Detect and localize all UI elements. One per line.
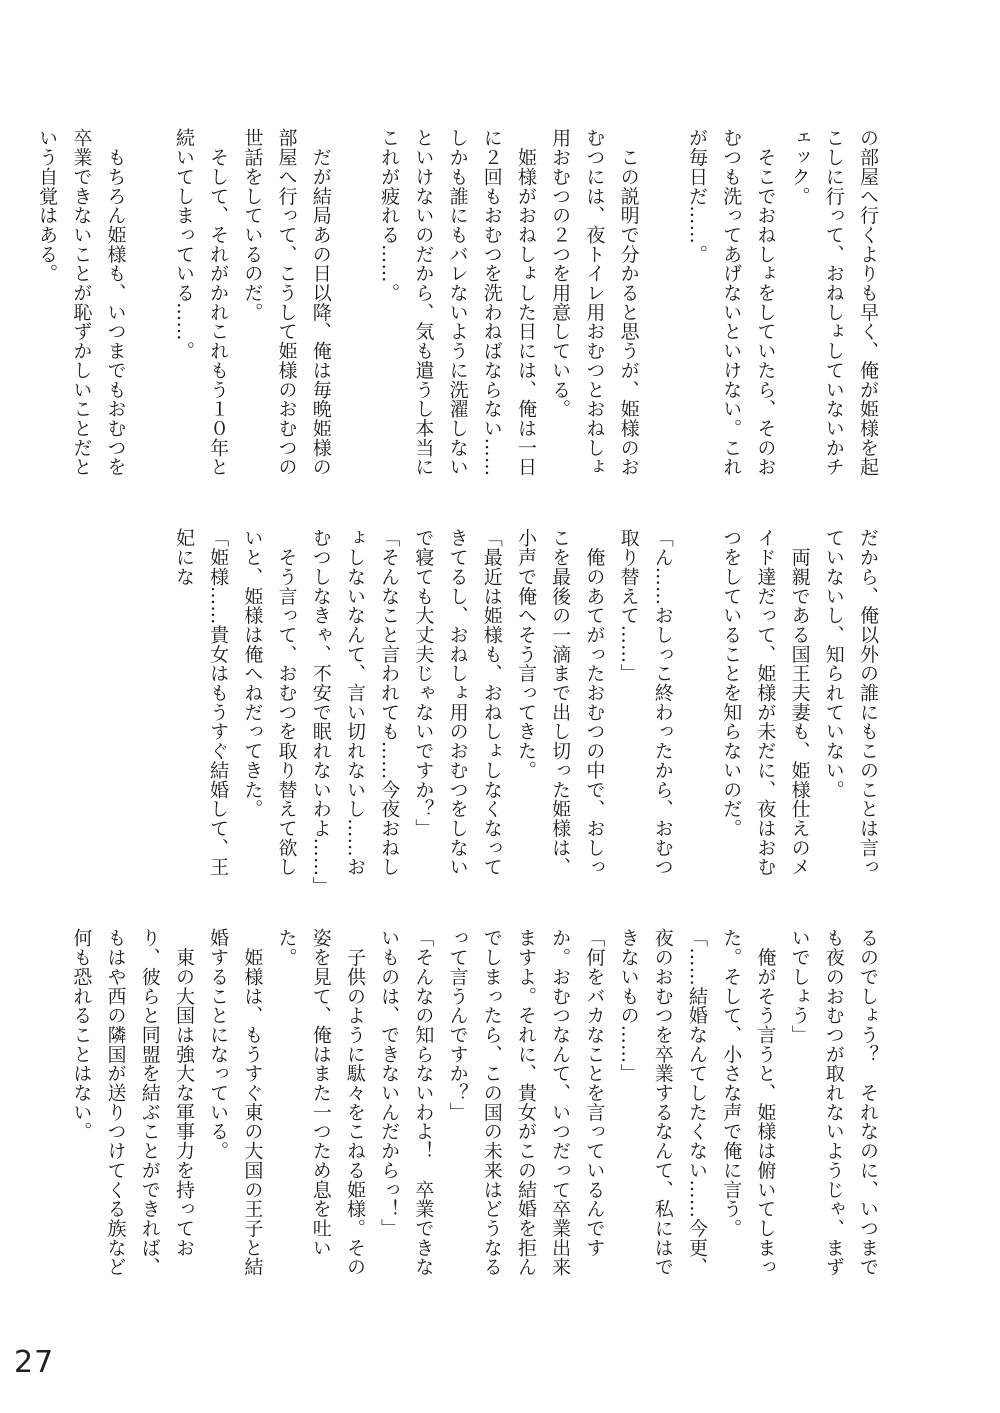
paragraph: 「ん……おしっこ終わったから、おむつ取り替えて……」 <box>617 528 674 877</box>
paragraph: 俺のあてがったおむつの中で、おしっこを最後の一滴まで出し切った姫様は、小声で俺へそう言ってきた。 <box>514 528 606 877</box>
paragraph: 姫様は、もうすぐ東の大国の王子と結婚することになっている。 <box>207 928 264 1277</box>
paragraph <box>680 528 714 888</box>
paragraph <box>646 128 680 488</box>
paragraph: 両親である国王夫妻も、姫様仕えのメイド達だって、姫様が未だに、夜はおむつをしていることを知らないのだ。 <box>720 528 811 877</box>
paragraph: この説明で分かると思うが、姫様のおむつには、夜トイレ用おむつとおねしょ用おむつの２つを用意している。 <box>549 128 640 477</box>
paragraph: もちろん姫様も、いつまでもおむつを卒業できないことが恥ずかしいことだという自覚はある。 <box>36 128 127 477</box>
paragraph: の部屋へ行くよりも早く、俺が姫様を起こしに行って、おねしょしていないかチェック。 <box>788 128 879 477</box>
paragraph: そう言って、おむつを取り替えて欲しいと、姫様は俺へねだってきた。 <box>241 528 298 877</box>
paragraph: そして、それがかれこれもう１０年と続いてしまっている……。 <box>172 128 230 477</box>
paragraph: 俺がそう言うと、姫様は俯いてしまった。そして、小さな声で俺に言う。 <box>720 928 777 1277</box>
paragraph: 「そんなこと言われても……今夜おねしょしないなんて、言い切れないし……おむつしなきゃ、不安で眠れないわよ……」 <box>309 528 401 896</box>
paragraph: 子供のように駄々をこねる姫様。その姿を見て、俺はまた一つため息を吐いた。 <box>275 928 366 1277</box>
text-tier-bottom <box>70 928 885 1288</box>
paragraph: 「何をバカなことを言っているんですか。おむつなんて、いつだって卒業出来ますよ。それに、貴女がこの結婚を拒んでしまったら、この国の未来はどうなるって言うんですか？」 <box>446 928 606 1277</box>
paragraph: 「……結婚なんてしたくない……今更、夜のおむつを卒業するなんて、私にはできないもの……」 <box>617 928 708 1277</box>
paragraph: 「姫様……貴女はもうすぐ結婚して、王妃にな <box>172 528 230 877</box>
paragraph: 「最近は姫様も、おねしょしなくなってきてるし、おねしょ用のおむつをしないで寝ても大丈夫じゃないですか？」 <box>412 528 503 877</box>
paragraph <box>338 128 372 488</box>
paragraph: だから、俺以外の誰にもこのことは言っていないし、知られていない。 <box>822 528 879 877</box>
paragraph: 「そんなの知らないわよ！ 卒業できないものは、できないんだからっ！」 <box>378 928 435 1277</box>
page-number: 27 <box>14 1345 55 1380</box>
paragraph: だが結局あの日以降、俺は毎晩姫様の部屋へ行って、こうして姫様のおむつの世話をしているのだ。 <box>241 128 332 477</box>
text-tier-middle <box>115 528 885 896</box>
paragraph <box>133 128 167 488</box>
text-tier-top <box>36 128 885 488</box>
paragraph: 姫様がおねしょした日には、俺は一日に２回もおむつを洗わねばならない……しかも誰にもバレないように洗濯しないといけないのだから、気も遣うし本当にこれが疲れる……。 <box>378 128 537 477</box>
paragraph: そこでおねしょをしていたら、そのおむつも洗ってあげないといけない。これが毎日だ……。 <box>685 128 777 477</box>
paragraph: るのでしょう？ それなのに、いつまでも夜のおむつが取れないようじゃ、まずいでしょう」 <box>788 928 879 1277</box>
paragraph: 東の大国は強大な軍事力を持っており、彼らと同盟を結ぶことができれば、もはや西の隣国が送りつけてくる族など何も恐れることはない。 <box>70 928 195 1277</box>
